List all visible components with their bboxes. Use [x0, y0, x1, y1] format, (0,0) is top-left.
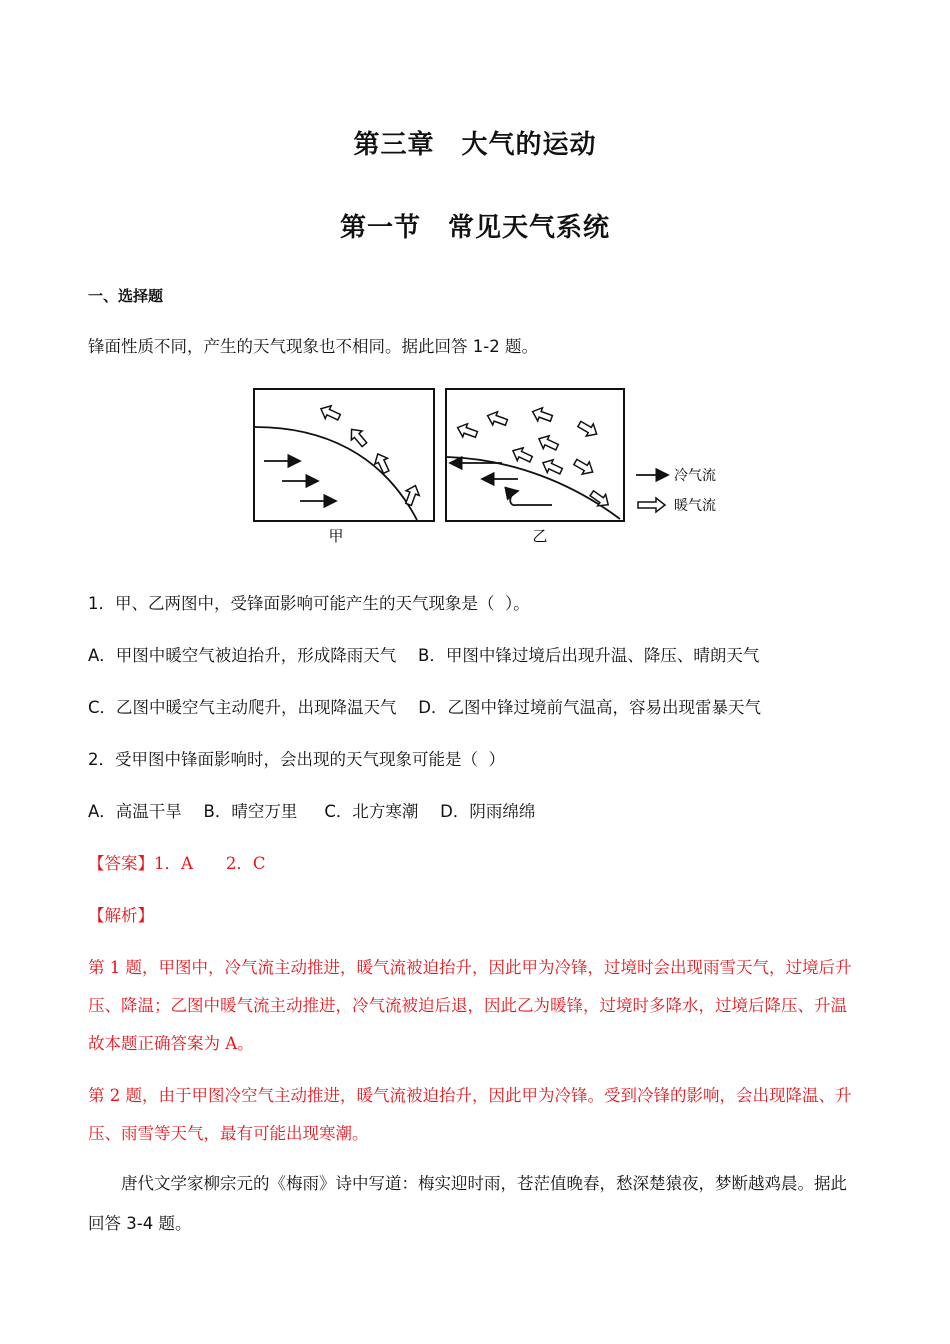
question-2-options: A．高温干旱 B．晴空万里 C．北方寒潮 D．阴雨绵绵	[88, 802, 536, 821]
panel-jia-label: 甲	[328, 527, 344, 545]
analysis-p1-line3: 故本题正确答案为 A。	[88, 1034, 254, 1053]
legend	[636, 467, 716, 514]
answer-line: 【答案】1．A 2．C	[88, 854, 266, 873]
analysis-p2-line1: 第 2 题，由于甲图冷空气主动推进，暖气流被迫抬升，因此甲为冷锋。受到冷锋的影响，会出现降温、升	[88, 1086, 852, 1105]
question-1-options-cd: C．乙图中暖空气主动爬升，出现降温天气 D．乙图中锋过境前气温高，容易出现雷暴天气	[88, 698, 761, 717]
legend-cold-label: 冷气流	[674, 468, 716, 484]
legend-warm-label: 暖气流	[674, 498, 716, 514]
legend-warm-arrow	[638, 498, 665, 512]
poem-intro-line2: 回答 3-4 题。	[88, 1214, 192, 1233]
panel-yi-label: 乙	[532, 527, 548, 545]
analysis-p1-line1: 第 1 题，甲图中，冷气流主动推进，暖气流被迫抬升，因此甲为冷锋，过境时会出现雨雪天气，过境后升	[88, 958, 852, 977]
warm-air-arrows	[318, 402, 422, 506]
cold-air-arrows-yi	[450, 463, 552, 505]
cold-air-arrows	[264, 461, 336, 501]
cold-front-line	[255, 427, 417, 520]
intro-text: 锋面性质不同，产生的天气现象也不相同。据此回答 1-2 题。	[88, 337, 538, 356]
poem-intro-line1: 唐代文学家柳宗元的《梅雨》诗中写道：梅实迎时雨，苍茫值晚春，愁深楚猿夜，梦断越鸡晨。据此	[88, 1174, 847, 1193]
analysis-p1-line2: 压、降温；乙图中暖气流主动推进，冷气流被迫后退，因此乙为暖锋，过境时多降水，过境后降压、升温	[88, 996, 847, 1015]
front-diagram-figure	[252, 383, 742, 553]
question-1-stem: 1．甲、乙两图中，受锋面影响可能产生的天气现象是（ ）。	[88, 594, 530, 613]
warm-air-arrows-yi	[455, 405, 612, 510]
analysis-p2-line2: 压、雨雪等天气，最有可能出现寒潮。	[88, 1124, 369, 1143]
analysis-heading: 【解析】	[88, 906, 154, 925]
front-diagram	[252, 383, 742, 553]
section-title: 第一节 常见天气系统	[339, 213, 610, 243]
question-1-options-ab: A．甲图中暖空气被迫抬升，形成降雨天气 B．甲图中锋过境后出现升温、降压、晴朗天气	[88, 646, 760, 665]
chapter-title: 第三章 大气的运动	[353, 130, 597, 160]
question-2-stem: 2．受甲图中锋面影响时，会出现的天气现象可能是（ ）	[88, 750, 505, 769]
warm-front-line	[447, 457, 620, 519]
part-heading: 一、选择题	[88, 287, 164, 305]
